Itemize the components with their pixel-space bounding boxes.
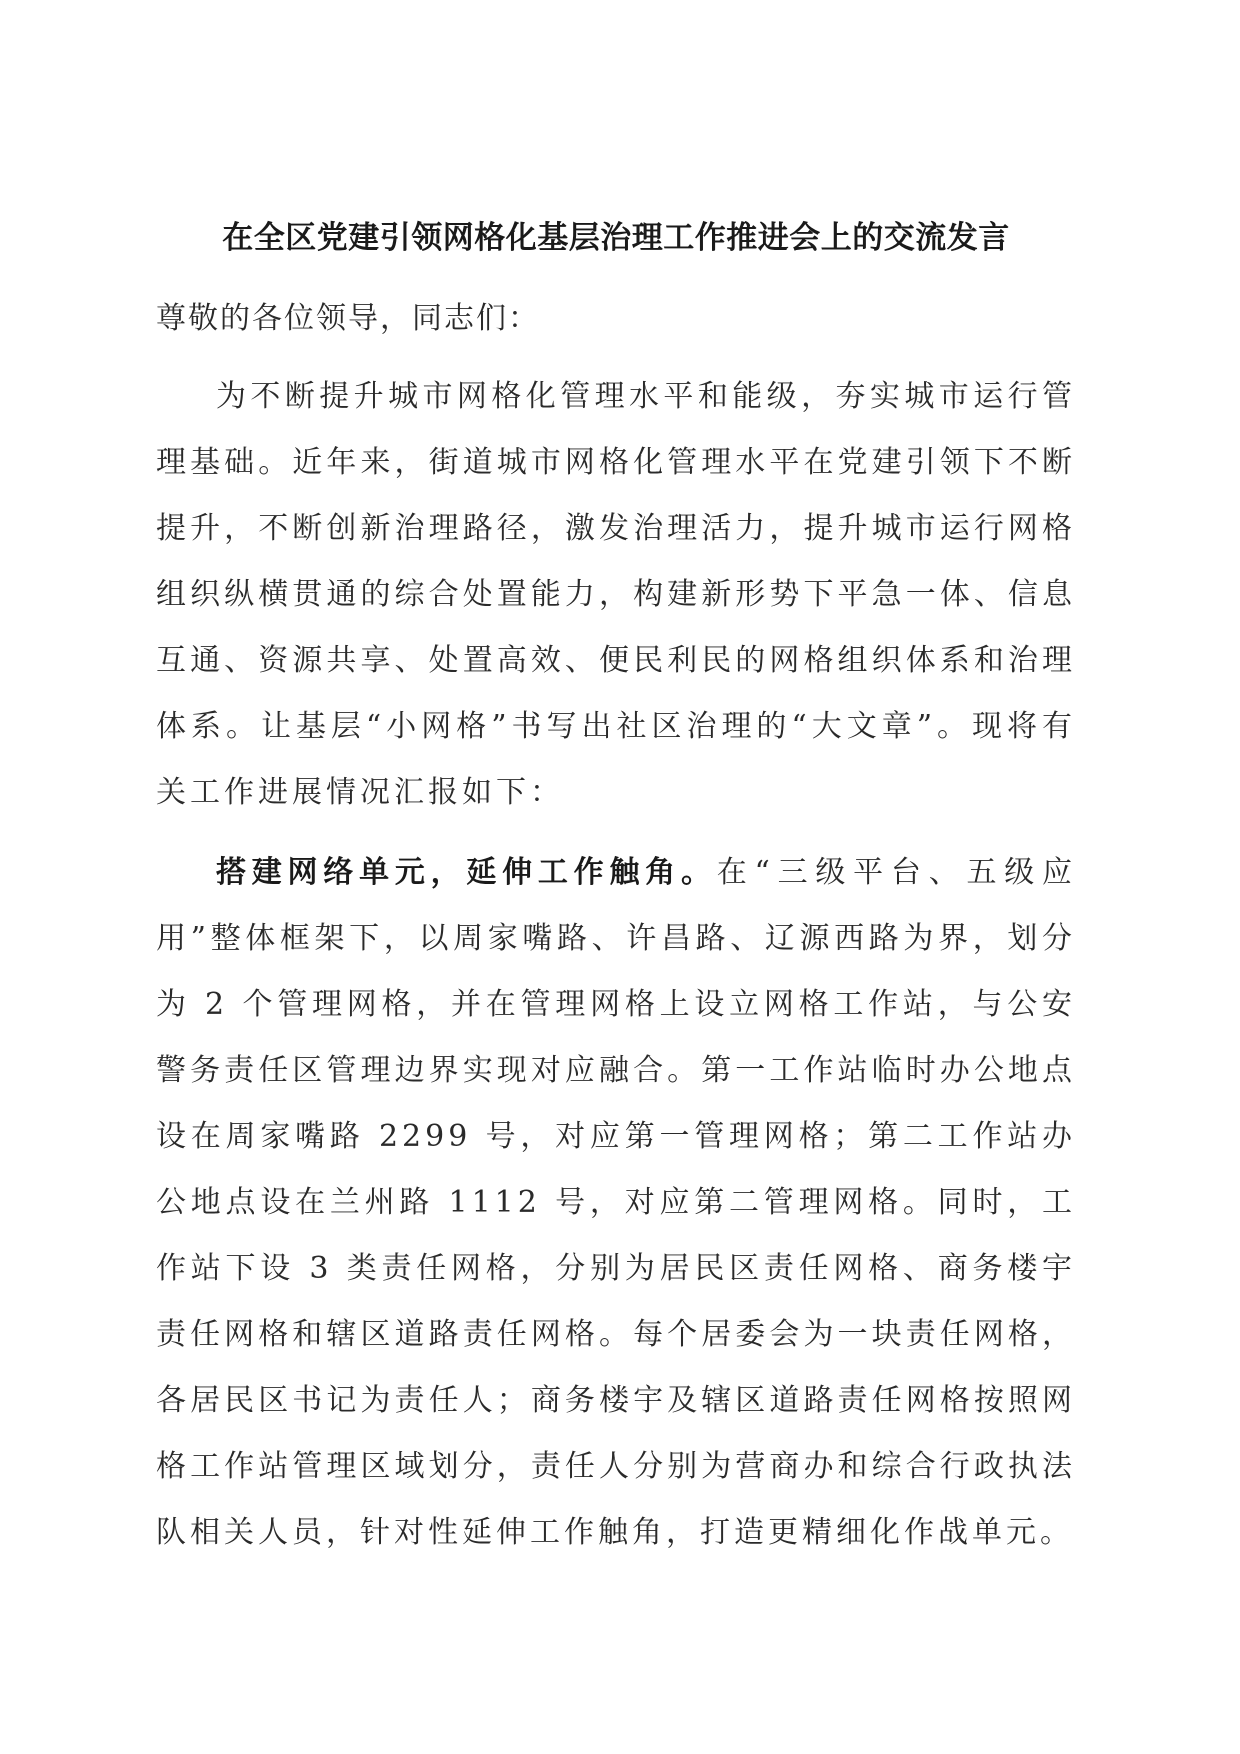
document-title: 在全区党建引领网格化基层治理工作推进会上的交流发言 xyxy=(222,220,1010,256)
salutation: 尊敬的各位领导，同志们： xyxy=(156,301,540,336)
paragraph-grid-units xyxy=(156,840,1076,1566)
paragraph-intro xyxy=(156,364,1076,826)
document-page xyxy=(156,218,1076,1566)
paragraph-grid-units-heading: 搭建网络单元，延伸工作触角。 xyxy=(216,855,717,890)
paragraph-grid-units-text: 在“三级平台、五级应用”整体框架下，以周家嘴路、许昌路、辽源西路为界，划分为 2 个管理网格，并在管理网格上设立网格工作站，与公安警务责任区管理边界实现对应融合。第一工作站临时办公地点设在周家嘴路 2299 号，对应第一管理网格；第二工作站办公地点设在兰州路 1112 号，对应第二管理网格。同时，工作站下设 3 类责任网格，分别为居民区责任网格、商务楼宇责任网格和辖区道路责任网格。每个居委会为一块责任网格，各居民区书记为责任人；商务楼宇及辖区道路责任网格按照网格工作站管理区域划分，责任人分别为营商办和综合行政执法队相关人员，针对性延伸工作触角，打造更精细化作战单元。 xyxy=(156,855,1076,1550)
paragraph-intro-text: 为不断提升城市网格化管理水平和能级，夯实城市运行管理基础。近年来，街道城市网格化管理水平在党建引领下不断提升，不断创新治理路径，激发治理活力，提升城市运行网格组织纵横贯通的综合处置能力，构建新形势下平急一体、信息互通、资源共享、处置高效、便民利民的网格组织体系和治理体系。让基层“小网格”书写出社区治理的“大文章”。现将有关工作进展情况汇报如下： xyxy=(156,379,1076,810)
